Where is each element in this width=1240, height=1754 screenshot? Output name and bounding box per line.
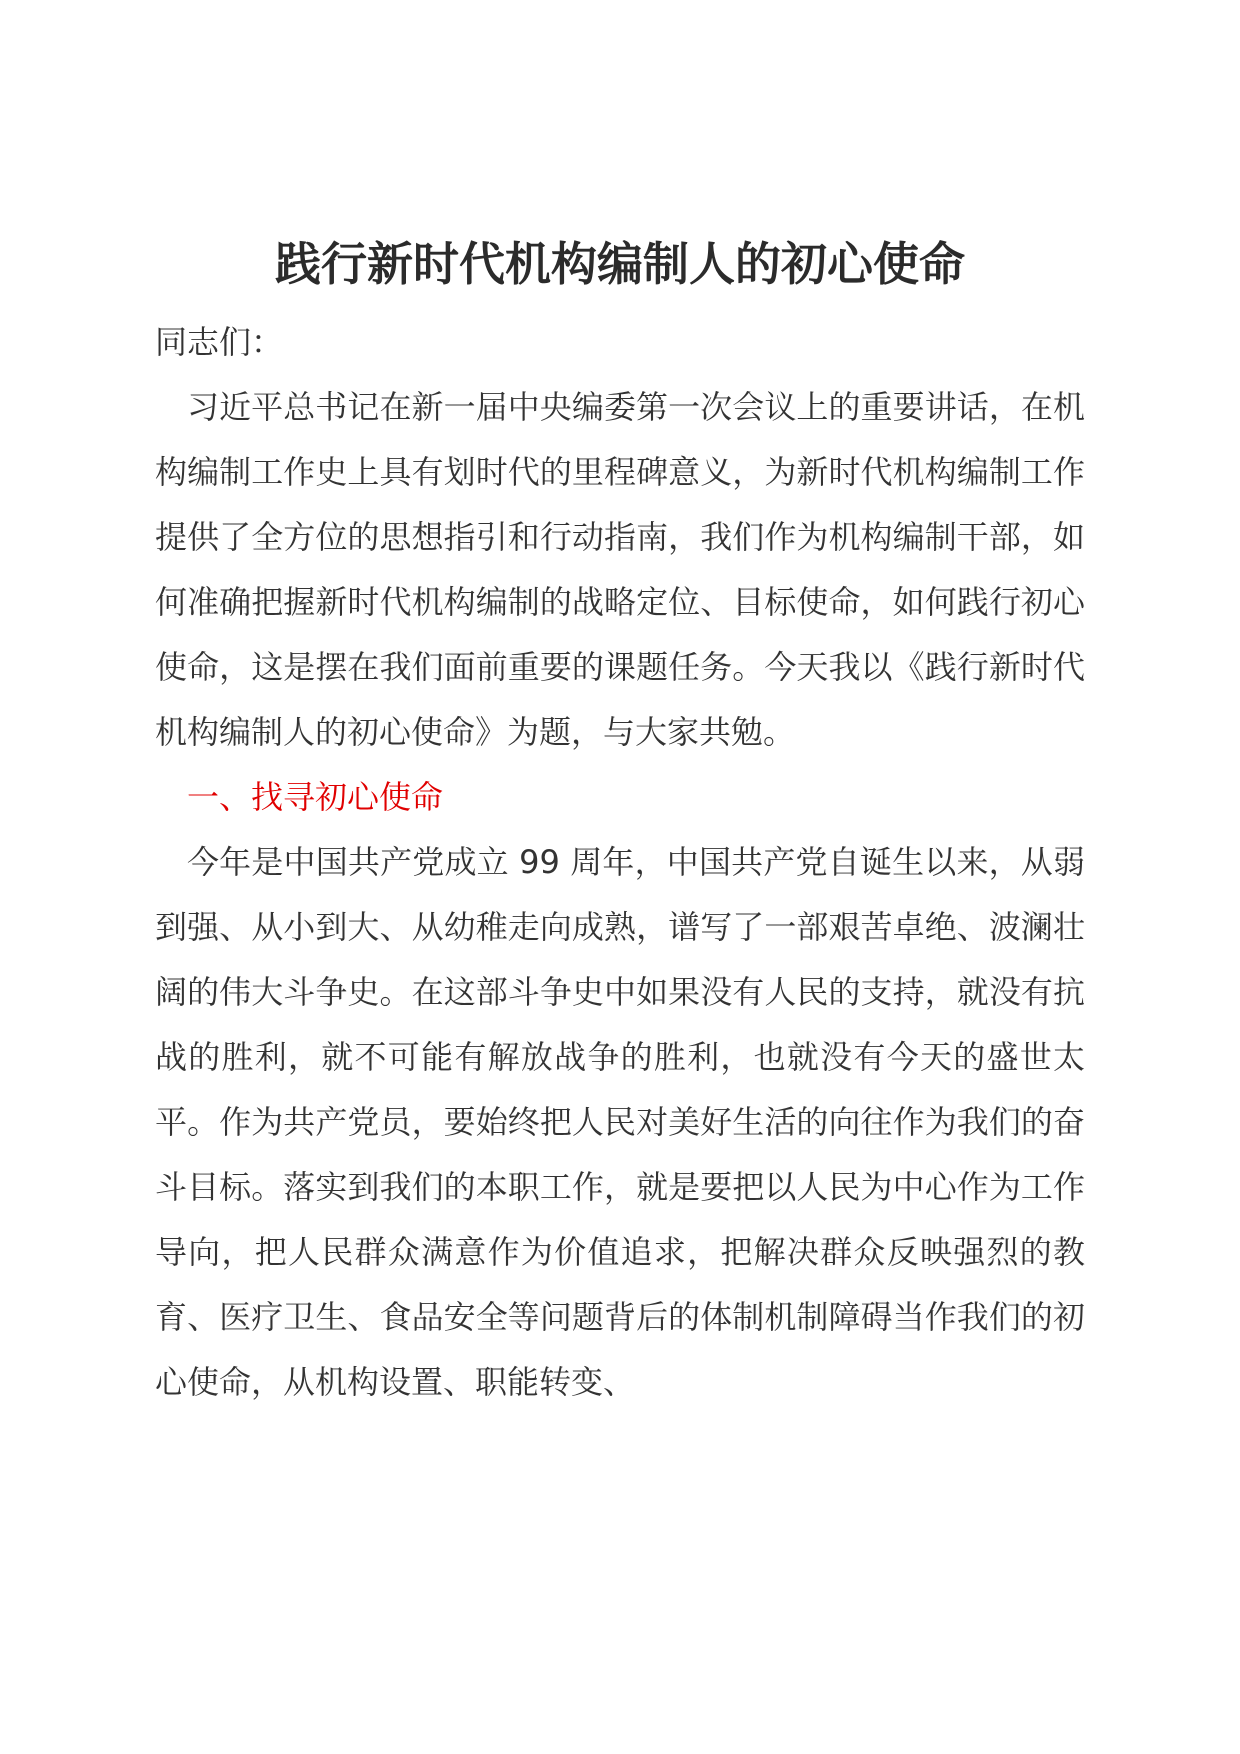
document-body bbox=[155, 310, 1085, 1415]
section-1-paragraph: 今年是中国共产党成立 99 周年，中国共产党自诞生以来，从弱到强、从小到大、从幼稚走向成熟，谱写了一部艰苦卓绝、波澜壮阔的伟大斗争史。在这部斗争史中如果没有人民的支持，就没有抗战的胜利，就不可能有解放战争的胜利，也就没有今天的盛世太平。作为共产党员，要始终把人民对美好生活的向往作为我们的奋斗目标。落实到我们的本职工作，就是要把以人民为中心作为工作导向，把人民群众满意作为价值追求，把解决群众反映强烈的教育、医疗卫生、食品安全等问题背后的体制机制障碍当作我们的初心使命，从机构设置、职能转变、 bbox=[155, 843, 1085, 1401]
section-heading-1: 一、找寻初心使命 bbox=[187, 778, 444, 816]
document-title: 践行新时代机构编制人的初心使命 bbox=[275, 237, 965, 291]
intro-paragraph: 习近平总书记在新一届中央编委第一次会议上的重要讲话，在机构编制工作史上具有划时代的里程碑意义，为新时代机构编制工作提供了全方位的思想指引和行动指南，我们作为机构编制干部，如何准确把握新时代机构编制的战略定位、目标使命，如何践行初心使命，这是摆在我们面前重要的课题任务。今天我以《践行新时代机构编制人的初心使命》为题，与大家共勉。 bbox=[155, 388, 1085, 751]
salutation: 同志们： bbox=[155, 323, 284, 361]
